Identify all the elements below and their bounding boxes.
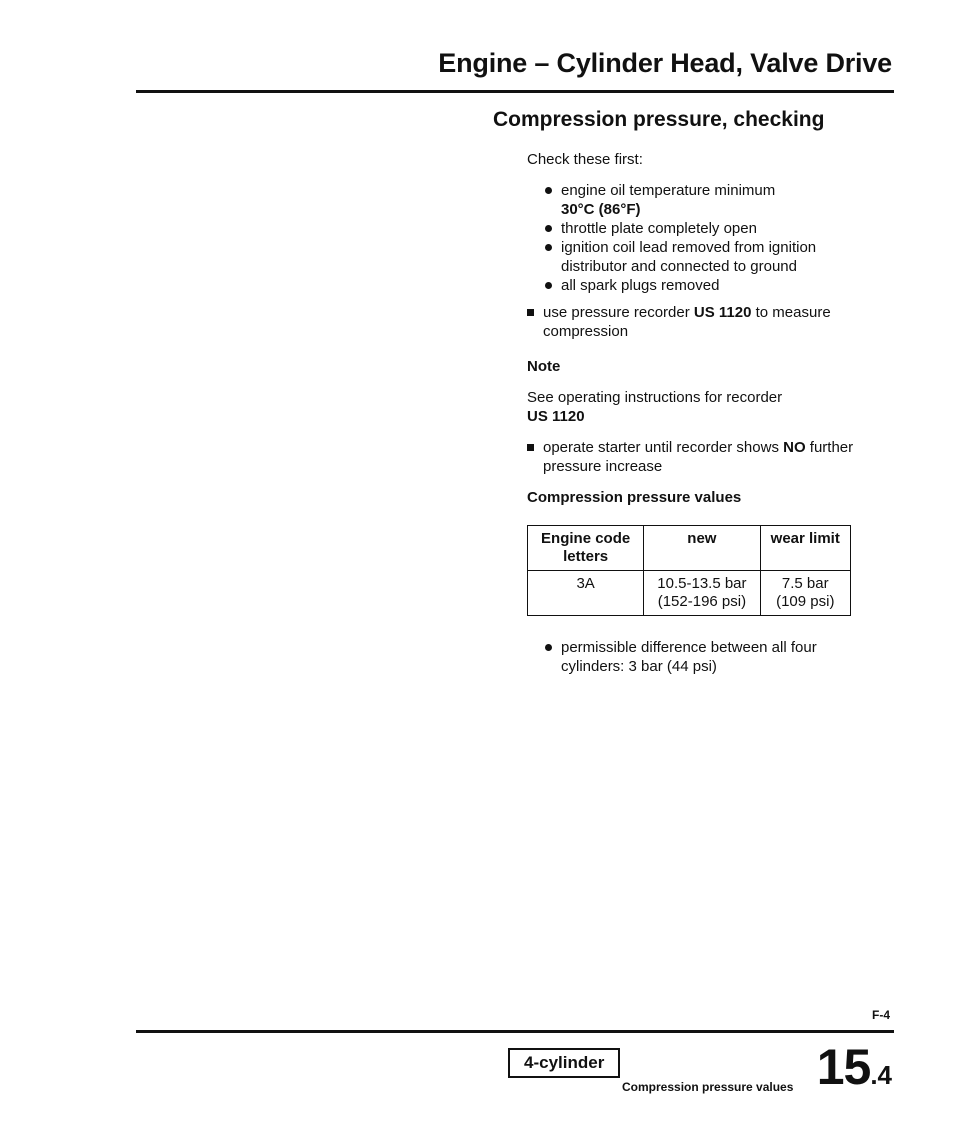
cell-engine-code: 3A: [528, 571, 644, 616]
precheck-list: [527, 181, 867, 295]
page-number-major: 15: [816, 1039, 871, 1095]
precheck-item: [545, 276, 867, 295]
page-code: F-4: [872, 1008, 890, 1022]
oil-temperature-value: 30°C (86°F): [561, 201, 641, 218]
column-header-new: new: [644, 526, 760, 571]
precheck-item: [545, 181, 867, 219]
page-number-minor: .4: [870, 1060, 892, 1090]
table-header-row: [528, 526, 851, 571]
table-row: [528, 571, 851, 616]
cell-wear-limit: [760, 571, 850, 616]
precheck-text: engine oil temperature minimum: [561, 182, 776, 199]
remark-text: permissible difference between all four cylinders: 3 bar (44 psi): [561, 639, 817, 675]
precheck-text: all spark plugs removed: [561, 277, 720, 294]
page-number: [817, 1038, 892, 1096]
step-text: further pressure increase: [543, 439, 854, 475]
note-heading: Note: [527, 358, 561, 375]
limit-bar-value: 7.5 bar: [781, 575, 829, 592]
new-bar-value: 10.5-13.5 bar: [657, 575, 747, 592]
compression-values-table: [527, 525, 851, 616]
step-text: operate starter until recorder shows: [543, 439, 784, 456]
new-psi-value: (152-196 psi): [657, 593, 747, 610]
step-use-recorder: [527, 303, 867, 341]
limit-psi-value: (109 psi): [776, 593, 835, 610]
cell-new: [644, 571, 760, 616]
remark-item: [545, 638, 867, 676]
step-text: use pressure recorder: [543, 304, 694, 321]
step-text: to measure compression: [543, 304, 831, 340]
precheck-text: throttle plate completely open: [561, 220, 757, 237]
column-header-engine-code: Engine code letters: [528, 526, 644, 571]
header-rule: [136, 90, 894, 93]
tool-reference: US 1120: [527, 408, 585, 425]
column-header-wear-limit: wear limit: [760, 526, 850, 571]
footer-caption: Compression pressure values: [622, 1080, 794, 1094]
note-text: [527, 388, 867, 426]
footer-rule: [136, 1030, 894, 1033]
remark-list: [527, 638, 867, 676]
precheck-item: [545, 219, 867, 238]
precheck-item: [545, 238, 867, 276]
procedure-content: [527, 150, 867, 676]
precheck-text: ignition coil lead removed from ignition distributor and connected to ground: [561, 239, 817, 275]
engine-variant-box: 4-cylinder: [508, 1048, 620, 1078]
intro-text: Check these first:: [527, 151, 643, 168]
page-header-title: Engine – Cylinder Head, Valve Drive: [438, 48, 892, 78]
step-operate-starter: [527, 438, 867, 476]
note-body: See operating instructions for recorder: [527, 389, 783, 406]
tool-reference: US 1120: [693, 304, 752, 321]
values-heading: Compression pressure values: [527, 489, 742, 506]
emphasis-no: NO: [783, 439, 806, 456]
section-title: Compression pressure, checking: [493, 108, 825, 131]
